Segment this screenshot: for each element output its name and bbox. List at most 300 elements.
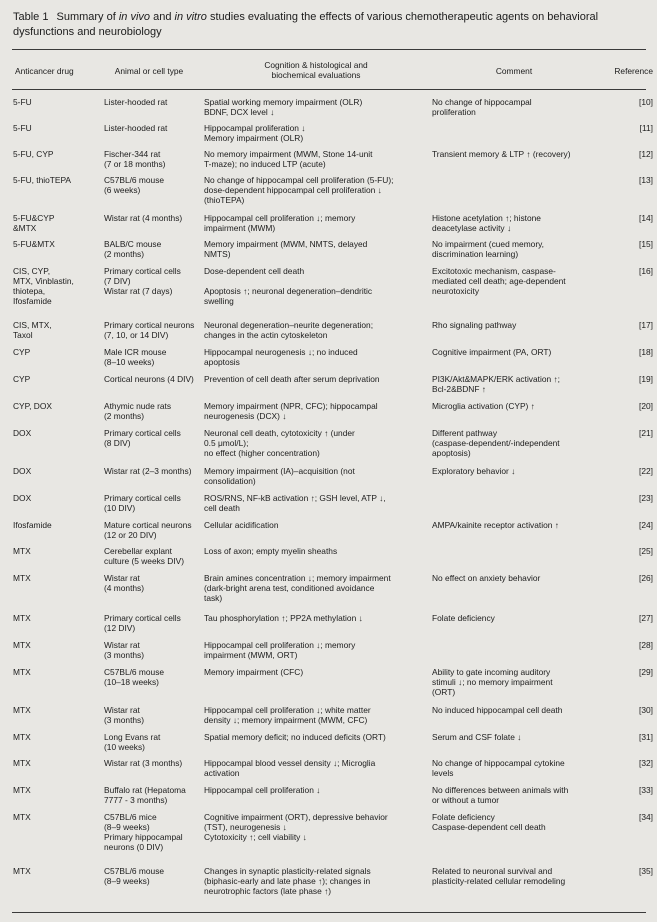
cell-animal: [104, 493, 204, 513]
cell-line: mediated cell death; age-dependent: [432, 276, 566, 286]
cell-line: 7777 - 3 months): [104, 795, 168, 805]
cell-cognition: [204, 401, 428, 421]
cell-comment: [432, 613, 604, 623]
cell-line: CYP: [13, 347, 31, 357]
header-drug: Anticancer drug: [15, 66, 74, 76]
cell-line: Memory impairment (CFC): [204, 667, 304, 677]
cell-line: BALB/C mouse: [104, 239, 162, 249]
cell-line: (dark-bright arena test, conditioned avoidance: [204, 583, 375, 593]
cell-line: Apoptosis ↑; neuronal degeneration–dendritic: [204, 286, 373, 296]
table-title: [13, 11, 598, 38]
cell-line: Transient memory & LTP ↑ (recovery): [432, 149, 571, 159]
cell-line: No differences between animals with: [432, 785, 569, 795]
cell-animal: [104, 705, 204, 725]
cell-line: Mature cortical neurons: [104, 520, 192, 530]
cell-comment: [432, 573, 604, 583]
cell-drug: [13, 785, 83, 795]
cell-drug: [13, 573, 83, 583]
cell-line: Related to neuronal survival and: [432, 866, 553, 876]
cell-line: Spatial memory deficit; no induced deficits (ORT): [204, 732, 386, 742]
cell-line: Hippocampal neurogenesis ↓; no induced: [204, 347, 358, 357]
cell-animal: [104, 239, 204, 259]
cell-cognition: [204, 758, 428, 778]
cell-reference: [10]: [639, 97, 653, 107]
cell-line: (12 or 20 DIV): [104, 530, 157, 540]
cell-line: (7, 10, or 14 DIV): [104, 330, 169, 340]
cell-line: neurogenesis (DCX) ↓: [204, 411, 287, 421]
cell-animal: [104, 520, 204, 540]
cell-animal: [104, 667, 204, 687]
cell-animal: [104, 573, 204, 593]
header-animal: Animal or cell type: [114, 66, 184, 76]
cell-line: (2 months): [104, 249, 145, 259]
cell-cognition: [204, 785, 428, 795]
cell-reference: [12]: [639, 149, 653, 159]
cell-line: Wistar rat: [104, 705, 140, 715]
cell-line: MTX: [13, 785, 31, 795]
cell-comment: [432, 239, 604, 259]
cell-drug: [13, 866, 83, 876]
cell-line: Cytotoxicity ↑; cell viability ↓: [204, 832, 307, 842]
cell-line: No induced hippocampal cell death: [432, 705, 563, 715]
cell-drug: [13, 520, 83, 530]
cell-line: neurotrophic factors (late phase ↑): [204, 886, 332, 896]
cell-line: No change of hippocampal cytokine: [432, 758, 565, 768]
cell-line: Primary cortical cells: [104, 428, 181, 438]
cell-line: MTX: [13, 866, 31, 876]
cell-line: Serum and CSF folate ↓: [432, 732, 522, 742]
cell-line: 0.5 μmol/L);: [204, 438, 249, 448]
cell-animal: [104, 149, 204, 169]
cell-line: (2 months): [104, 411, 145, 421]
cell-cognition: [204, 705, 428, 725]
cell-line: Tau phosphorylation ↑; PP2A methylation ↓: [204, 613, 363, 623]
cell-line: (caspase-dependent/-independent: [432, 438, 560, 448]
cell-cognition: [204, 123, 428, 143]
cell-comment: [432, 758, 604, 778]
cell-line: Histone acetylation ↑; histone: [432, 213, 541, 223]
cell-line: MTX: [13, 667, 31, 677]
cell-comment: [432, 705, 604, 715]
cell-line: Wistar rat (4 months): [104, 213, 183, 223]
cell-comment: [432, 347, 604, 357]
cell-line: Cognitive impairment (PA, ORT): [432, 347, 552, 357]
cell-comment: [432, 97, 604, 117]
cell-reference: [19]: [639, 374, 653, 384]
cell-line: MTX: [13, 758, 31, 768]
cell-line: Cortical neurons (4 DIV): [104, 374, 194, 384]
header-cognition: Cognition & histological and biochemical evaluations: [264, 60, 368, 80]
cell-line: Hippocampal cell proliferation ↓; memory: [204, 213, 356, 223]
cell-cognition: [204, 466, 428, 486]
cell-line: (12 DIV): [104, 623, 136, 633]
cell-line: Lister-hooded rat: [104, 123, 168, 133]
cell-line: [204, 276, 428, 286]
cell-line: Primary hippocampal: [104, 832, 183, 842]
cell-cognition: [204, 374, 428, 384]
cell-drug: [13, 466, 83, 476]
cell-line: NMTS): [204, 249, 231, 259]
cell-reference: [27]: [639, 613, 653, 623]
cell-line: MTX: [13, 573, 31, 583]
cell-line: Ability to gate incoming auditory: [432, 667, 551, 677]
cell-line: neurotoxicity: [432, 286, 480, 296]
cell-line: 5-FU, thioTEPA: [13, 175, 72, 185]
cell-line: C57BL/6 mouse: [104, 866, 165, 876]
cell-line: ROS/RNS, NF-kB activation ↑; GSH level, ATP ↓,: [204, 493, 386, 503]
caption-italic-term: in vivo: [118, 11, 151, 23]
cell-comment: [432, 401, 604, 411]
cell-reference: [33]: [639, 785, 653, 795]
cell-line: MTX: [13, 812, 31, 822]
cell-reference: [20]: [639, 401, 653, 411]
cell-line: No change of hippocampal: [432, 97, 532, 107]
cell-animal: [104, 97, 204, 107]
cell-line: (3 months): [104, 650, 145, 660]
cell-line: Primary cortical cells: [104, 613, 181, 623]
cell-line: swelling: [204, 296, 234, 306]
cell-animal: [104, 785, 204, 805]
cell-line: Hippocampal proliferation ↓: [204, 123, 306, 133]
cell-line: MTX: [13, 732, 31, 742]
cell-cognition: [204, 573, 428, 603]
cell-cognition: [204, 493, 428, 513]
cell-line: AMPA/kainite receptor activation ↑: [432, 520, 559, 530]
cell-reference: [30]: [639, 705, 653, 715]
cell-line: (7 or 18 months): [104, 159, 166, 169]
cell-reference: [34]: [639, 812, 653, 822]
cell-animal: [104, 758, 204, 768]
cell-line: Brain amines concentration ↓; memory impairment: [204, 573, 391, 583]
cell-line: 5-FU: [13, 97, 32, 107]
cell-cognition: [204, 97, 428, 117]
cell-line: (7 DIV): [104, 276, 131, 286]
cell-line: Primary cortical cells: [104, 266, 181, 276]
caption-italic-term: in vitro: [174, 11, 207, 23]
cell-drug: [13, 732, 83, 742]
cell-animal: [104, 347, 204, 367]
cell-line: density ↓; memory impairment (MWM, CFC): [204, 715, 368, 725]
cell-reference: [22]: [639, 466, 653, 476]
cell-line: C57BL/6 mouse: [104, 175, 165, 185]
header-comment: Comment: [495, 66, 533, 76]
cell-comment: [432, 213, 604, 233]
cell-line: MTX: [13, 705, 31, 715]
cell-line: Loss of axon; empty myelin sheaths: [204, 546, 338, 556]
cell-line: Neuronal cell death, cytotoxicity ↑ (under: [204, 428, 355, 438]
cell-line: task): [204, 593, 223, 603]
cell-comment: [432, 520, 604, 530]
cell-drug: [13, 320, 83, 340]
cell-reference: [32]: [639, 758, 653, 768]
cell-line: DOX: [13, 493, 32, 503]
cell-line: Long Evans rat: [104, 732, 161, 742]
cell-line: CYP: [13, 374, 31, 384]
cell-line: discrimination learning): [432, 249, 519, 259]
cell-line: (8–9 weeks): [104, 876, 150, 886]
cell-line: thiotepa,: [13, 286, 46, 296]
cell-line: activation: [204, 768, 240, 778]
cell-cognition: [204, 347, 428, 367]
cell-line: Memory impairment (OLR): [204, 133, 304, 143]
cell-drug: [13, 640, 83, 650]
cell-drug: [13, 149, 83, 159]
cell-line: consolidation): [204, 476, 256, 486]
cell-reference: [14]: [639, 213, 653, 223]
cell-drug: [13, 401, 83, 411]
cell-cognition: [204, 149, 428, 169]
cell-line: changes in the actin cytoskeleton: [204, 330, 328, 340]
cell-line: MTX: [13, 640, 31, 650]
cell-line: (10 weeks): [104, 742, 145, 752]
cell-drug: [13, 758, 83, 768]
cell-cognition: [204, 239, 428, 259]
cell-line: cell death: [204, 503, 240, 513]
cell-line: Folate deficiency: [432, 613, 495, 623]
caption-text: Summary of: [56, 11, 119, 23]
cell-line: (6 weeks): [104, 185, 141, 195]
cell-line: CYP, DOX: [13, 401, 52, 411]
cell-line: BDNF, DCX level ↓: [204, 107, 275, 117]
cell-line: Wistar rat: [104, 640, 140, 650]
cell-comment: [432, 732, 604, 742]
cell-line: CIS, MTX,: [13, 320, 52, 330]
cell-comment: [432, 812, 604, 832]
cell-line: (biphasic-early and late phase ↑); changes in: [204, 876, 371, 886]
cell-line: (TST), neurogenesis ↓: [204, 822, 287, 832]
cell-line: Microglia activation (CYP) ↑: [432, 401, 535, 411]
cell-cognition: [204, 213, 428, 233]
cell-line: Bcl-2&BDNF ↑: [432, 384, 486, 394]
cell-line: MTX: [13, 546, 31, 556]
cell-line: 5-FU&MTX: [13, 239, 55, 249]
cell-line: Memory impairment (NPR, CFC); hippocampal: [204, 401, 378, 411]
cell-animal: [104, 866, 204, 886]
cell-line: (8–9 weeks): [104, 822, 150, 832]
cell-line: Wistar rat (2–3 months): [104, 466, 192, 476]
caption-text: and: [150, 11, 175, 23]
cell-line: Athymic nude rats: [104, 401, 172, 411]
cell-reference: [24]: [639, 520, 653, 530]
cell-line: Wistar rat (7 days): [104, 286, 173, 296]
cell-line: plasticity-related cellular remodeling: [432, 876, 566, 886]
cell-comment: [432, 374, 604, 394]
table-label: Table 1: [13, 11, 49, 23]
cell-reference: [13]: [639, 175, 653, 185]
cell-line: Male ICR mouse: [104, 347, 167, 357]
cell-line: (8 DIV): [104, 438, 131, 448]
cell-drug: [13, 347, 83, 357]
cell-cognition: [204, 866, 428, 896]
cell-line: CIS, CYP,: [13, 266, 51, 276]
cell-animal: [104, 320, 204, 340]
cell-line: proliferation: [432, 107, 476, 117]
cell-line: apoptosis): [432, 448, 471, 458]
cell-line: Ifosfamide: [13, 520, 52, 530]
cell-line: Ifosfamide: [13, 296, 52, 306]
cell-line: No effect on anxiety behavior: [432, 573, 541, 583]
cell-comment: [432, 785, 604, 805]
cell-animal: [104, 266, 204, 296]
cell-line: Rho signaling pathway: [432, 320, 517, 330]
cell-animal: [104, 732, 204, 752]
cell-comment: [432, 466, 604, 476]
cell-line: Primary cortical neurons: [104, 320, 195, 330]
cell-line: Hippocampal blood vessel density ↓; Microglia: [204, 758, 376, 768]
cell-reference: [35]: [639, 866, 653, 876]
cell-line: &MTX: [13, 223, 37, 233]
cell-cognition: [204, 613, 428, 623]
cell-animal: [104, 640, 204, 660]
cell-reference: [29]: [639, 667, 653, 677]
cell-line: Folate deficiency: [432, 812, 495, 822]
cell-line: or without a tumor: [432, 795, 500, 805]
cell-animal: [104, 613, 204, 633]
cell-line: Primary cortical cells: [104, 493, 181, 503]
cell-animal: [104, 546, 204, 566]
cell-drug: [13, 239, 83, 249]
cell-drug: [13, 266, 83, 306]
cell-line: Hippocampal cell proliferation ↓; white matter: [204, 705, 371, 715]
cell-drug: [13, 613, 83, 623]
cell-drug: [13, 175, 83, 185]
cell-line: Hippocampal cell proliferation ↓; memory: [204, 640, 356, 650]
cell-drug: [13, 123, 83, 133]
caption-text: studies evaluating the effects of various chemotherapeutic agents on behavioral dysfunctions and neurobiology: [13, 11, 599, 38]
cell-reference: [21]: [639, 428, 653, 438]
cell-line: DOX: [13, 428, 32, 438]
cell-line: PI3K/Akt&MAPK/ERK activation ↑;: [432, 374, 561, 384]
cell-line: Cerebellar explant: [104, 546, 172, 556]
cell-line: DOX: [13, 466, 32, 476]
cell-line: Fischer-344 rat: [104, 149, 161, 159]
cell-line: dose-dependent hippocampal cell proliferation ↓: [204, 185, 382, 195]
header-rule: [12, 89, 646, 90]
cell-comment: [432, 866, 604, 886]
cell-line: 5-FU: [13, 123, 32, 133]
cell-animal: [104, 401, 204, 421]
cell-line: Lister-hooded rat: [104, 97, 168, 107]
cell-cognition: [204, 732, 428, 742]
cell-cognition: [204, 428, 428, 458]
cell-line: Memory impairment (MWM, NMTS, delayed: [204, 239, 368, 249]
cell-line: Neuronal degeneration–neurite degeneration;: [204, 320, 374, 330]
cell-cognition: [204, 266, 428, 306]
cell-line: 5-FU&CYP: [13, 213, 55, 223]
top-rule: [12, 49, 646, 50]
cell-line: Prevention of cell death after serum deprivation: [204, 374, 380, 384]
cell-drug: [13, 705, 83, 715]
cell-line: Excitotoxic mechanism, caspase-: [432, 266, 556, 276]
cell-reference: [25]: [639, 546, 653, 556]
cell-line: (8–10 weeks): [104, 357, 155, 367]
cell-animal: [104, 466, 204, 476]
cell-reference: [28]: [639, 640, 653, 650]
cell-line: T-maze); no induced LTP (acute): [204, 159, 326, 169]
cell-line: Changes in synaptic plasticity-related signals: [204, 866, 371, 876]
cell-line: Buffalo rat (Hepatoma: [104, 785, 186, 795]
cell-reference: [31]: [639, 732, 653, 742]
cell-line: Taxol: [13, 330, 33, 340]
header-reference: Reference: [614, 66, 653, 76]
cell-line: (thioTEPA): [204, 195, 245, 205]
cell-line: Caspase-dependent cell death: [432, 822, 546, 832]
cell-animal: [104, 213, 204, 223]
cell-line: neurons (0 DIV): [104, 842, 164, 852]
cell-line: (3 months): [104, 715, 145, 725]
cell-line: no effect (higher concentration): [204, 448, 320, 458]
cell-cognition: [204, 320, 428, 340]
cell-line: Memory impairment (IA)–acquisition (not: [204, 466, 355, 476]
cell-cognition: [204, 812, 428, 842]
cell-reference: [16]: [639, 266, 653, 276]
cell-line: Dose-dependent cell death: [204, 266, 305, 276]
cell-line: MTX, Vinblastin,: [13, 276, 74, 286]
cell-reference: [17]: [639, 320, 653, 330]
cell-line: (4 months): [104, 583, 145, 593]
cell-animal: [104, 374, 204, 384]
cell-animal: [104, 175, 204, 195]
cell-line: stimuli ↓; no memory impairment: [432, 677, 553, 687]
cell-line: Exploratory behavior ↓: [432, 466, 516, 476]
cell-drug: [13, 97, 83, 107]
cell-comment: [432, 320, 604, 330]
cell-line: No change of hippocampal cell proliferation (5-FU);: [204, 175, 394, 185]
cell-line: 5-FU, CYP: [13, 149, 54, 159]
cell-line: levels: [432, 768, 454, 778]
cell-drug: [13, 812, 83, 822]
cell-line: No memory impairment (MWM, Stone 14-unit: [204, 149, 373, 159]
cell-cognition: [204, 520, 428, 530]
cell-line: impairment (MWM, ORT): [204, 650, 298, 660]
cell-drug: [13, 213, 83, 233]
cell-comment: [432, 149, 604, 159]
cell-animal: [104, 428, 204, 448]
cell-comment: [432, 667, 604, 697]
cell-drug: [13, 374, 83, 384]
cell-cognition: [204, 640, 428, 660]
cell-comment: [432, 266, 604, 296]
cell-drug: [13, 428, 83, 438]
cell-drug: [13, 546, 83, 556]
cell-animal: [104, 812, 204, 852]
cell-line: deacetylase activity ↓: [432, 223, 512, 233]
cell-line: apoptosis: [204, 357, 240, 367]
cell-drug: [13, 667, 83, 677]
cell-line: MTX: [13, 613, 31, 623]
table-caption: [13, 10, 645, 40]
cell-line: Spatial working memory impairment (OLR): [204, 97, 363, 107]
cell-line: Wistar rat (3 months): [104, 758, 183, 768]
cell-line: (10–18 weeks): [104, 677, 159, 687]
cell-animal: [104, 123, 204, 133]
cell-line: Wistar rat: [104, 573, 140, 583]
cell-line: Cellular acidification: [204, 520, 279, 530]
cell-comment: [432, 428, 604, 458]
cell-line: C57BL/6 mice: [104, 812, 157, 822]
cell-drug: [13, 493, 83, 503]
cell-cognition: [204, 667, 428, 677]
cell-line: (10 DIV): [104, 503, 136, 513]
cell-line: No impairment (cued memory,: [432, 239, 545, 249]
cell-reference: [23]: [639, 493, 653, 503]
cell-reference: [15]: [639, 239, 653, 249]
cell-line: (ORT): [432, 687, 456, 697]
cell-line: Cognitive impairment (ORT), depressive behavior: [204, 812, 388, 822]
cell-line: impairment (MWM): [204, 223, 276, 233]
bottom-rule: [12, 912, 646, 913]
cell-line: Hippocampal cell proliferation ↓: [204, 785, 321, 795]
